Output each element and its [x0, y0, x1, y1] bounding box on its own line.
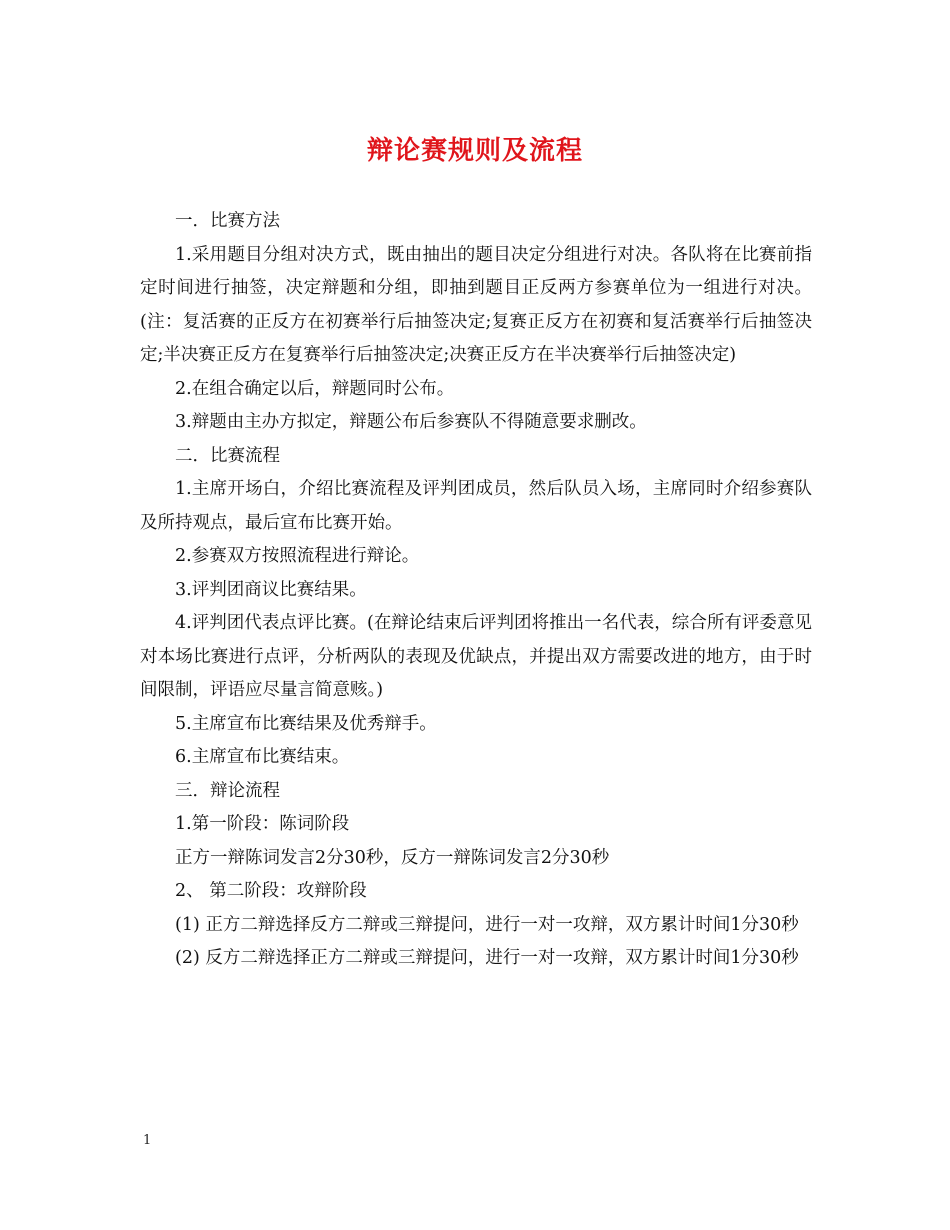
paragraph: 1.采用题目分组对决方式，既由抽出的题目决定分组进行对决。各队将在比赛前指定时间进行抽签，决定辩题和分组，即抽到题目正反两方参赛单位为一组进行对决。(注：复活赛的正反方在初赛举行后抽签决定;复赛正反方在初赛和复活赛举行后抽签决定;半决赛正反方在复赛举行后抽签决定;决赛正反方在半决赛举行后抽签决定) [140, 244, 812, 365]
paragraph: 1.主席开场白，介绍比赛流程及评判团成员，然后队员入场，主席同时介绍参赛队及所持观点，最后宣布比赛开始。 [140, 479, 812, 533]
paragraph: 6.主席宣布比赛结束。 [175, 747, 350, 767]
paragraph: (1) 正方二辩选择反方二辩或三辩提问，进行一对一攻辩，双方累计时间1分30秒 [175, 914, 799, 935]
paragraph: 5.主席宣布比赛结果及优秀辩手。 [175, 713, 437, 734]
section-heading: 二．比赛流程 [175, 445, 280, 466]
paragraph: 4.评判团代表点评比赛。(在辩论结束后评判团将推出一名代表，综合所有评委意见对本场比赛进行点评，分析两队的表现及优缺点，并提出双方需要改进的地方，由于时间限制，评语应尽量言简意赅。) [140, 613, 812, 700]
paragraph: 正方一辩陈词发言2分30秒，反方一辩陈词发言2分30秒 [175, 847, 610, 868]
document-body [140, 205, 812, 976]
paragraph: (2) 反方二辩选择正方二辩或三辩提问，进行一对一攻辩，双方累计时间1分30秒 [175, 948, 799, 968]
paragraph: 3.评判团商议比赛结果。 [175, 579, 367, 600]
paragraph: 1.第一阶段：陈词阶段 [175, 814, 350, 834]
page-number: 1 [143, 1133, 152, 1148]
section-heading: 一．比赛方法 [175, 211, 280, 231]
paragraph: 2.在组合确定以后，辩题同时公布。 [175, 378, 455, 399]
paragraph: 2.参赛双方按照流程进行辩论。 [175, 546, 420, 566]
paragraph: 3.辩题由主办方拟定，辩题公布后参赛队不得随意要求删改。 [175, 412, 647, 432]
paragraph: 2、 第二阶段：攻辩阶段 [175, 881, 367, 901]
section-heading: 三．辩论流程 [175, 780, 280, 801]
document-title: 辩论赛规则及流程 [366, 136, 583, 166]
